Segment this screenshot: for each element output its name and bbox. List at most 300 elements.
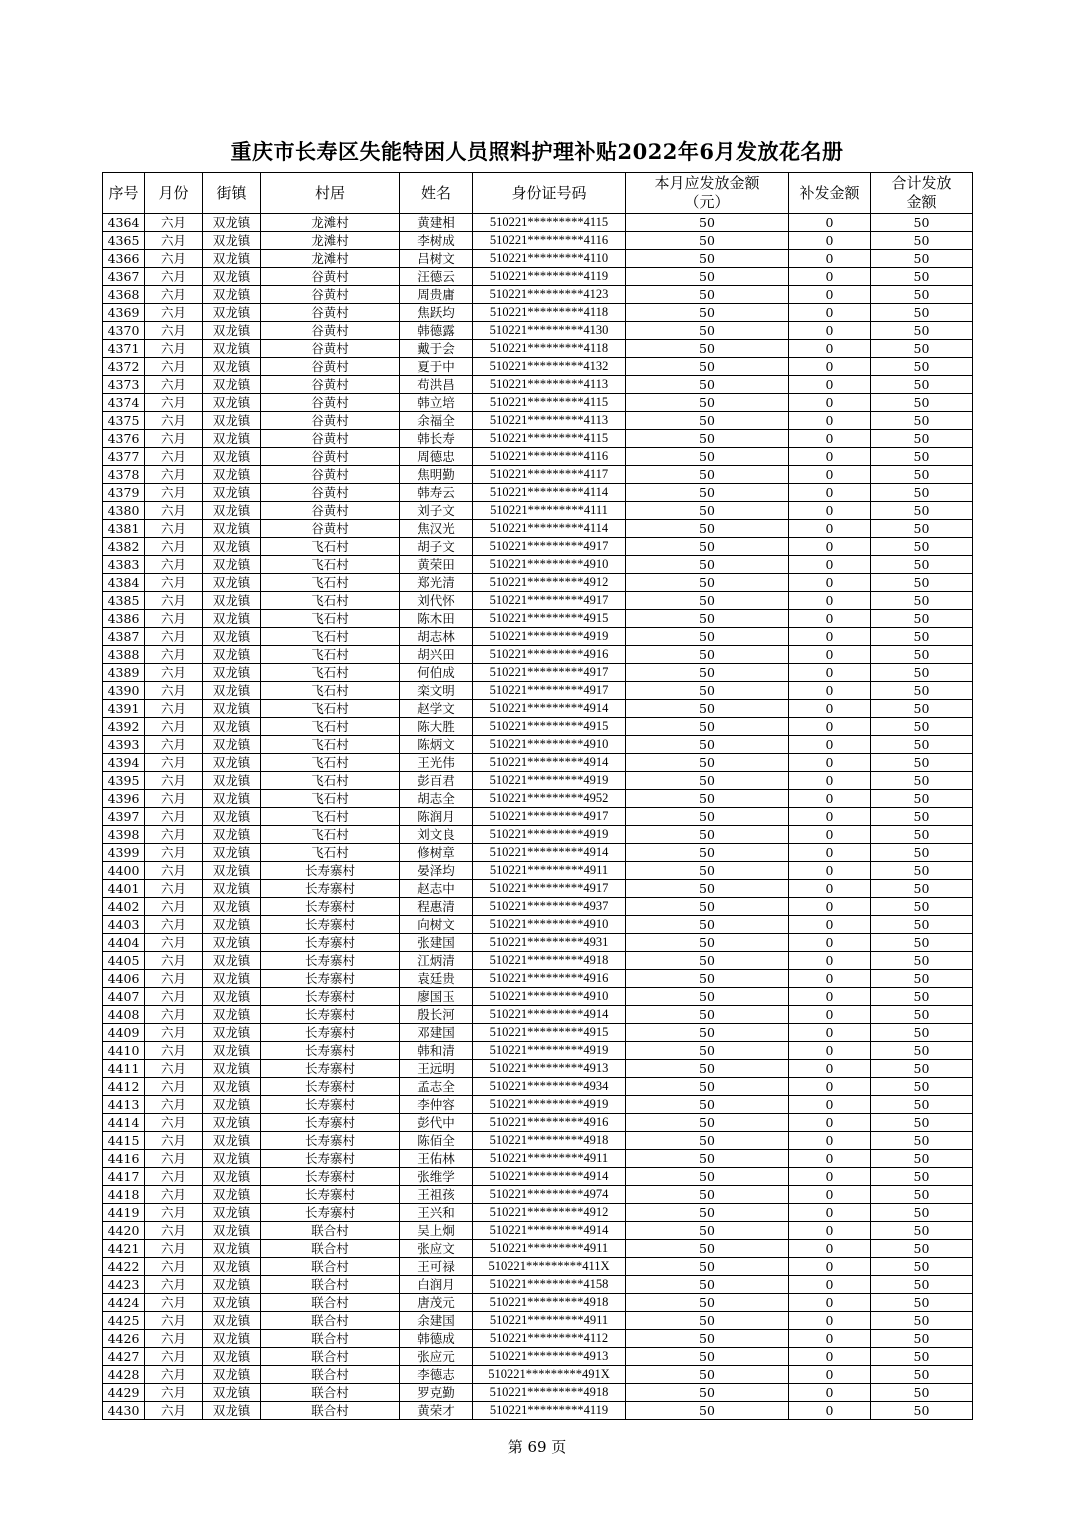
id-cell: 510221*********4937 xyxy=(473,898,626,916)
due-cell: 50 xyxy=(626,772,789,790)
id-cell: 510221*********4113 xyxy=(473,376,626,394)
village-cell: 长寿寨村 xyxy=(261,880,400,898)
table-row xyxy=(103,898,973,916)
town-cell: 双龙镇 xyxy=(203,520,261,538)
total-cell: 50 xyxy=(871,322,973,340)
total-cell: 50 xyxy=(871,214,973,232)
seq-cell: 4399 xyxy=(103,844,145,862)
village-cell: 飞石村 xyxy=(261,772,400,790)
seq-cell: 4377 xyxy=(103,448,145,466)
header-town: 街镇 xyxy=(203,173,261,214)
due-cell: 50 xyxy=(626,808,789,826)
table-row xyxy=(103,1042,973,1060)
month-cell: 六月 xyxy=(145,1006,203,1024)
back-pay-cell: 0 xyxy=(789,772,871,790)
table-row xyxy=(103,1150,973,1168)
table-row xyxy=(103,934,973,952)
town-cell: 双龙镇 xyxy=(203,1006,261,1024)
name-cell: 邓建国 xyxy=(400,1024,473,1042)
village-cell: 飞石村 xyxy=(261,628,400,646)
total-cell: 50 xyxy=(871,1258,973,1276)
back-pay-cell: 0 xyxy=(789,304,871,322)
seq-cell: 4382 xyxy=(103,538,145,556)
due-cell: 50 xyxy=(626,862,789,880)
header-total-line2: 金额 xyxy=(906,193,937,211)
month-cell: 六月 xyxy=(145,448,203,466)
town-cell: 双龙镇 xyxy=(203,412,261,430)
header-seq: 序号 xyxy=(103,173,145,214)
due-cell: 50 xyxy=(626,430,789,448)
name-cell: 江炳清 xyxy=(400,952,473,970)
village-cell: 飞石村 xyxy=(261,574,400,592)
id-cell: 510221*********4916 xyxy=(473,1114,626,1132)
total-cell: 50 xyxy=(871,1402,973,1420)
back-pay-cell: 0 xyxy=(789,1276,871,1294)
month-cell: 六月 xyxy=(145,538,203,556)
name-cell: 焦跃均 xyxy=(400,304,473,322)
total-cell: 50 xyxy=(871,754,973,772)
town-cell: 双龙镇 xyxy=(203,1186,261,1204)
table-row xyxy=(103,1384,973,1402)
table-row xyxy=(103,754,973,772)
name-cell: 刘文良 xyxy=(400,826,473,844)
due-cell: 50 xyxy=(626,1042,789,1060)
table-row xyxy=(103,1276,973,1294)
back-pay-cell: 0 xyxy=(789,574,871,592)
back-pay-cell: 0 xyxy=(789,1348,871,1366)
seq-cell: 4371 xyxy=(103,340,145,358)
table-row xyxy=(103,700,973,718)
village-cell: 联合村 xyxy=(261,1240,400,1258)
village-cell: 长寿寨村 xyxy=(261,970,400,988)
month-cell: 六月 xyxy=(145,1042,203,1060)
total-cell: 50 xyxy=(871,862,973,880)
seq-cell: 4385 xyxy=(103,592,145,610)
id-cell: 510221*********4914 xyxy=(473,1222,626,1240)
id-cell: 510221*********4915 xyxy=(473,718,626,736)
town-cell: 双龙镇 xyxy=(203,286,261,304)
due-cell: 50 xyxy=(626,1006,789,1024)
seq-cell: 4411 xyxy=(103,1060,145,1078)
village-cell: 长寿寨村 xyxy=(261,1060,400,1078)
total-cell: 50 xyxy=(871,358,973,376)
name-cell: 韩长寿 xyxy=(400,430,473,448)
name-cell: 向树文 xyxy=(400,916,473,934)
back-pay-cell: 0 xyxy=(789,844,871,862)
total-cell: 50 xyxy=(871,934,973,952)
total-cell: 50 xyxy=(871,268,973,286)
month-cell: 六月 xyxy=(145,628,203,646)
due-cell: 50 xyxy=(626,1078,789,1096)
village-cell: 谷黄村 xyxy=(261,394,400,412)
name-cell: 修树章 xyxy=(400,844,473,862)
month-cell: 六月 xyxy=(145,1222,203,1240)
total-cell: 50 xyxy=(871,574,973,592)
due-cell: 50 xyxy=(626,1294,789,1312)
village-cell: 长寿寨村 xyxy=(261,1186,400,1204)
village-cell: 长寿寨村 xyxy=(261,952,400,970)
table-row xyxy=(103,412,973,430)
total-cell: 50 xyxy=(871,1114,973,1132)
id-cell: 510221*********4111 xyxy=(473,502,626,520)
back-pay-cell: 0 xyxy=(789,1402,871,1420)
village-cell: 长寿寨村 xyxy=(261,1024,400,1042)
total-cell: 50 xyxy=(871,286,973,304)
table-row xyxy=(103,1078,973,1096)
seq-cell: 4398 xyxy=(103,826,145,844)
town-cell: 双龙镇 xyxy=(203,1096,261,1114)
seq-cell: 4367 xyxy=(103,268,145,286)
village-cell: 长寿寨村 xyxy=(261,988,400,1006)
id-cell: 510221*********4918 xyxy=(473,1132,626,1150)
month-cell: 六月 xyxy=(145,988,203,1006)
seq-cell: 4414 xyxy=(103,1114,145,1132)
back-pay-cell: 0 xyxy=(789,664,871,682)
id-cell: 510221*********4918 xyxy=(473,952,626,970)
back-pay-cell: 0 xyxy=(789,754,871,772)
back-pay-cell: 0 xyxy=(789,808,871,826)
total-cell: 50 xyxy=(871,1240,973,1258)
village-cell: 飞石村 xyxy=(261,556,400,574)
month-cell: 六月 xyxy=(145,232,203,250)
due-cell: 50 xyxy=(626,1096,789,1114)
seq-cell: 4365 xyxy=(103,232,145,250)
name-cell: 胡志林 xyxy=(400,628,473,646)
due-cell: 50 xyxy=(626,970,789,988)
id-cell: 510221*********4130 xyxy=(473,322,626,340)
village-cell: 龙滩村 xyxy=(261,232,400,250)
village-cell: 长寿寨村 xyxy=(261,916,400,934)
town-cell: 双龙镇 xyxy=(203,538,261,556)
town-cell: 双龙镇 xyxy=(203,484,261,502)
name-cell: 刘子文 xyxy=(400,502,473,520)
header-id: 身份证号码 xyxy=(473,173,626,214)
table-row xyxy=(103,880,973,898)
village-cell: 谷黄村 xyxy=(261,502,400,520)
due-cell: 50 xyxy=(626,988,789,1006)
name-cell: 李树成 xyxy=(400,232,473,250)
village-cell: 飞石村 xyxy=(261,682,400,700)
name-cell: 周德忠 xyxy=(400,448,473,466)
seq-cell: 4418 xyxy=(103,1186,145,1204)
due-cell: 50 xyxy=(626,214,789,232)
seq-cell: 4384 xyxy=(103,574,145,592)
town-cell: 双龙镇 xyxy=(203,556,261,574)
village-cell: 谷黄村 xyxy=(261,304,400,322)
page-title: 重庆市长寿区失能特困人员照料护理补贴2022年6月发放花名册 xyxy=(230,139,844,164)
total-cell: 50 xyxy=(871,844,973,862)
table-row xyxy=(103,358,973,376)
total-cell: 50 xyxy=(871,1150,973,1168)
back-pay-cell: 0 xyxy=(789,880,871,898)
name-cell: 彭代中 xyxy=(400,1114,473,1132)
table-row xyxy=(103,250,973,268)
back-pay-cell: 0 xyxy=(789,1222,871,1240)
due-cell: 50 xyxy=(626,1024,789,1042)
village-cell: 联合村 xyxy=(261,1258,400,1276)
table-row xyxy=(103,520,973,538)
back-pay-cell: 0 xyxy=(789,1204,871,1222)
due-cell: 50 xyxy=(626,268,789,286)
due-cell: 50 xyxy=(626,682,789,700)
month-cell: 六月 xyxy=(145,1366,203,1384)
village-cell: 谷黄村 xyxy=(261,268,400,286)
village-cell: 谷黄村 xyxy=(261,340,400,358)
id-cell: 510221*********4113 xyxy=(473,412,626,430)
table-row xyxy=(103,682,973,700)
id-cell: 510221*********4910 xyxy=(473,916,626,934)
village-cell: 长寿寨村 xyxy=(261,1114,400,1132)
table-row xyxy=(103,772,973,790)
id-cell: 510221*********4115 xyxy=(473,430,626,448)
name-cell: 白润月 xyxy=(400,1276,473,1294)
id-cell: 510221*********4914 xyxy=(473,1168,626,1186)
village-cell: 飞石村 xyxy=(261,844,400,862)
month-cell: 六月 xyxy=(145,772,203,790)
town-cell: 双龙镇 xyxy=(203,340,261,358)
back-pay-cell: 0 xyxy=(789,1240,871,1258)
due-cell: 50 xyxy=(626,286,789,304)
village-cell: 谷黄村 xyxy=(261,466,400,484)
village-cell: 飞石村 xyxy=(261,736,400,754)
total-cell: 50 xyxy=(871,502,973,520)
seq-cell: 4368 xyxy=(103,286,145,304)
month-cell: 六月 xyxy=(145,394,203,412)
seq-cell: 4421 xyxy=(103,1240,145,1258)
id-cell: 510221*********4918 xyxy=(473,1384,626,1402)
town-cell: 双龙镇 xyxy=(203,232,261,250)
month-cell: 六月 xyxy=(145,1168,203,1186)
table-row xyxy=(103,430,973,448)
seq-cell: 4424 xyxy=(103,1294,145,1312)
name-cell: 王光伟 xyxy=(400,754,473,772)
town-cell: 双龙镇 xyxy=(203,214,261,232)
seq-cell: 4375 xyxy=(103,412,145,430)
id-cell: 510221*********411X xyxy=(473,1258,626,1276)
id-cell: 510221*********491X xyxy=(473,1366,626,1384)
total-cell: 50 xyxy=(871,412,973,430)
id-cell: 510221*********4910 xyxy=(473,988,626,1006)
town-cell: 双龙镇 xyxy=(203,1078,261,1096)
town-cell: 双龙镇 xyxy=(203,1168,261,1186)
id-cell: 510221*********4912 xyxy=(473,1204,626,1222)
name-cell: 苟洪昌 xyxy=(400,376,473,394)
total-cell: 50 xyxy=(871,1132,973,1150)
village-cell: 飞石村 xyxy=(261,592,400,610)
town-cell: 双龙镇 xyxy=(203,1132,261,1150)
village-cell: 联合村 xyxy=(261,1222,400,1240)
month-cell: 六月 xyxy=(145,304,203,322)
table-row xyxy=(103,322,973,340)
table-row xyxy=(103,484,973,502)
name-cell: 赵志中 xyxy=(400,880,473,898)
table-row xyxy=(103,826,973,844)
village-cell: 谷黄村 xyxy=(261,448,400,466)
back-pay-cell: 0 xyxy=(789,1078,871,1096)
due-cell: 50 xyxy=(626,538,789,556)
month-cell: 六月 xyxy=(145,1240,203,1258)
total-cell: 50 xyxy=(871,304,973,322)
due-cell: 50 xyxy=(626,412,789,430)
month-cell: 六月 xyxy=(145,358,203,376)
total-cell: 50 xyxy=(871,772,973,790)
id-cell: 510221*********4919 xyxy=(473,772,626,790)
seq-cell: 4376 xyxy=(103,430,145,448)
total-cell: 50 xyxy=(871,1168,973,1186)
seq-cell: 4369 xyxy=(103,304,145,322)
seq-cell: 4425 xyxy=(103,1312,145,1330)
seq-cell: 4395 xyxy=(103,772,145,790)
table-row xyxy=(103,466,973,484)
town-cell: 双龙镇 xyxy=(203,988,261,1006)
id-cell: 510221*********4914 xyxy=(473,1006,626,1024)
table-row xyxy=(103,808,973,826)
name-cell: 胡志全 xyxy=(400,790,473,808)
village-cell: 谷黄村 xyxy=(261,520,400,538)
name-cell: 吕树文 xyxy=(400,250,473,268)
month-cell: 六月 xyxy=(145,1402,203,1420)
back-pay-cell: 0 xyxy=(789,1258,871,1276)
village-cell: 联合村 xyxy=(261,1276,400,1294)
town-cell: 双龙镇 xyxy=(203,1114,261,1132)
total-cell: 50 xyxy=(871,592,973,610)
total-cell: 50 xyxy=(871,538,973,556)
month-cell: 六月 xyxy=(145,1204,203,1222)
seq-cell: 4397 xyxy=(103,808,145,826)
table-row xyxy=(103,592,973,610)
back-pay-cell: 0 xyxy=(789,592,871,610)
due-cell: 50 xyxy=(626,844,789,862)
header-due-line1: 本月应发放金额 xyxy=(654,174,760,192)
total-cell: 50 xyxy=(871,790,973,808)
id-cell: 510221*********4119 xyxy=(473,268,626,286)
name-cell: 张应元 xyxy=(400,1348,473,1366)
back-pay-cell: 0 xyxy=(789,1096,871,1114)
back-pay-cell: 0 xyxy=(789,520,871,538)
town-cell: 双龙镇 xyxy=(203,790,261,808)
month-cell: 六月 xyxy=(145,862,203,880)
id-cell: 510221*********4911 xyxy=(473,1240,626,1258)
name-cell: 晏泽均 xyxy=(400,862,473,880)
due-cell: 50 xyxy=(626,1366,789,1384)
id-cell: 510221*********4913 xyxy=(473,1348,626,1366)
table-row xyxy=(103,970,973,988)
header-month: 月份 xyxy=(145,173,203,214)
id-cell: 510221*********4914 xyxy=(473,700,626,718)
village-cell: 长寿寨村 xyxy=(261,1078,400,1096)
total-cell: 50 xyxy=(871,394,973,412)
name-cell: 韩寿云 xyxy=(400,484,473,502)
seq-cell: 4423 xyxy=(103,1276,145,1294)
table-row xyxy=(103,1204,973,1222)
due-cell: 50 xyxy=(626,1258,789,1276)
name-cell: 焦汉光 xyxy=(400,520,473,538)
due-cell: 50 xyxy=(626,592,789,610)
seq-cell: 4419 xyxy=(103,1204,145,1222)
id-cell: 510221*********4915 xyxy=(473,1024,626,1042)
month-cell: 六月 xyxy=(145,250,203,268)
town-cell: 双龙镇 xyxy=(203,718,261,736)
seq-cell: 4409 xyxy=(103,1024,145,1042)
due-cell: 50 xyxy=(626,394,789,412)
due-cell: 50 xyxy=(626,880,789,898)
village-cell: 长寿寨村 xyxy=(261,934,400,952)
month-cell: 六月 xyxy=(145,1312,203,1330)
name-cell: 彭百君 xyxy=(400,772,473,790)
town-cell: 双龙镇 xyxy=(203,1276,261,1294)
id-cell: 510221*********4116 xyxy=(473,448,626,466)
village-cell: 长寿寨村 xyxy=(261,1006,400,1024)
name-cell: 程惠清 xyxy=(400,898,473,916)
month-cell: 六月 xyxy=(145,952,203,970)
month-cell: 六月 xyxy=(145,1024,203,1042)
month-cell: 六月 xyxy=(145,808,203,826)
table-row xyxy=(103,718,973,736)
back-pay-cell: 0 xyxy=(789,232,871,250)
table-row xyxy=(103,1348,973,1366)
name-cell: 黄荣才 xyxy=(400,1402,473,1420)
village-cell: 联合村 xyxy=(261,1330,400,1348)
name-cell: 韩德露 xyxy=(400,322,473,340)
seq-cell: 4374 xyxy=(103,394,145,412)
seq-cell: 4426 xyxy=(103,1330,145,1348)
total-cell: 50 xyxy=(871,736,973,754)
total-cell: 50 xyxy=(871,484,973,502)
name-cell: 张应文 xyxy=(400,1240,473,1258)
table-row xyxy=(103,448,973,466)
seq-cell: 4429 xyxy=(103,1384,145,1402)
seq-cell: 4380 xyxy=(103,502,145,520)
town-cell: 双龙镇 xyxy=(203,1204,261,1222)
name-cell: 李仲容 xyxy=(400,1096,473,1114)
id-cell: 510221*********4910 xyxy=(473,556,626,574)
id-cell: 510221*********4910 xyxy=(473,736,626,754)
due-cell: 50 xyxy=(626,520,789,538)
town-cell: 双龙镇 xyxy=(203,1150,261,1168)
back-pay-cell: 0 xyxy=(789,1384,871,1402)
due-cell: 50 xyxy=(626,1150,789,1168)
name-cell: 戴于会 xyxy=(400,340,473,358)
name-cell: 王兴和 xyxy=(400,1204,473,1222)
id-cell: 510221*********4911 xyxy=(473,1150,626,1168)
month-cell: 六月 xyxy=(145,916,203,934)
due-cell: 50 xyxy=(626,646,789,664)
name-cell: 何伯成 xyxy=(400,664,473,682)
town-cell: 双龙镇 xyxy=(203,1330,261,1348)
back-pay-cell: 0 xyxy=(789,1060,871,1078)
town-cell: 双龙镇 xyxy=(203,1312,261,1330)
village-cell: 谷黄村 xyxy=(261,412,400,430)
village-cell: 长寿寨村 xyxy=(261,1042,400,1060)
name-cell: 韩和清 xyxy=(400,1042,473,1060)
table-row xyxy=(103,1222,973,1240)
month-cell: 六月 xyxy=(145,340,203,358)
id-cell: 510221*********4919 xyxy=(473,826,626,844)
name-cell: 王远明 xyxy=(400,1060,473,1078)
seq-cell: 4389 xyxy=(103,664,145,682)
month-cell: 六月 xyxy=(145,412,203,430)
seq-cell: 4373 xyxy=(103,376,145,394)
back-pay-cell: 0 xyxy=(789,376,871,394)
table-row xyxy=(103,1168,973,1186)
village-cell: 联合村 xyxy=(261,1348,400,1366)
town-cell: 双龙镇 xyxy=(203,754,261,772)
id-cell: 510221*********4115 xyxy=(473,214,626,232)
village-cell: 飞石村 xyxy=(261,754,400,772)
month-cell: 六月 xyxy=(145,376,203,394)
seq-cell: 4393 xyxy=(103,736,145,754)
roster-body xyxy=(103,214,973,1420)
